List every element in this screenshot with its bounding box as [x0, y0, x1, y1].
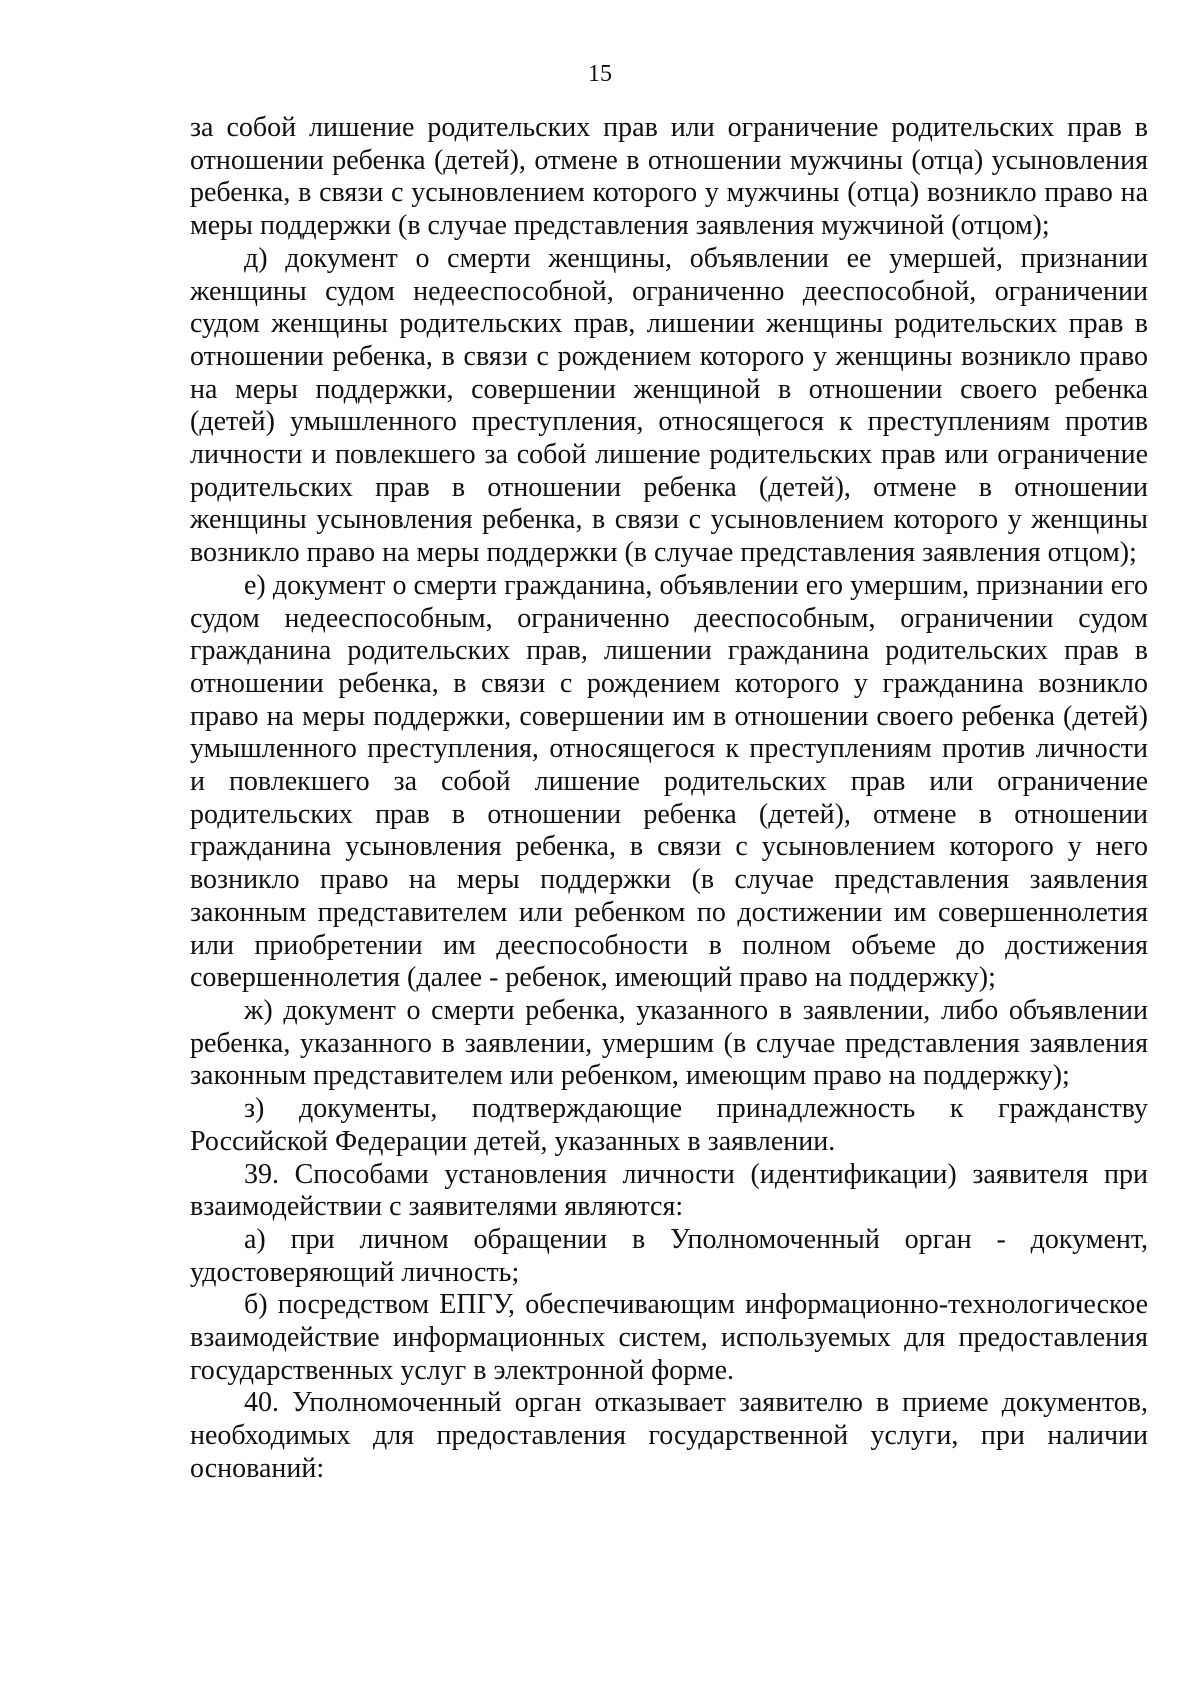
paragraph-39: 39. Способами установления личности (идентификации) заявителя при взаимодействии с заявителями являются: — [190, 1158, 1148, 1223]
paragraph-39-b: б) посредством ЕПГУ, обеспечивающим информационно-технологическое взаимодействие информационных систем, используемых для предоставления государственных услуг в электронной форме. — [190, 1289, 1148, 1386]
paragraph-item-e: е) документ о смерти гражданина, объявлении его умершим, признании его судом недееспособным, ограниченно дееспособным, ограничении судом гражданина родительских прав, лишении гражданина родительских прав в отношении ребенка, в связи с рождением которого у гражданина возникло право на меры поддержки, совершении им в отношении своего ребенка (детей) умышленного преступления, относящегося к преступлениям против личности и повлекшего за собой лишение родительских прав или ограничение родительских прав в отношении ребенка (детей), отмене в отношении гражданина усыновления ребенка, в связи с усыновлением которого у него возникло право на меры поддержки (в случае представления заявления законным представителем или ребенком по достижении им совершеннолетия или приобретении им дееспособности в полном объеме до достижения совершеннолетия (далее - ребенок, имеющий право на поддержку); — [190, 569, 1148, 994]
paragraph-40: 40. Уполномоченный орган отказывает заявителю в приеме документов, необходимых для предоставления государственной услуги, при наличии оснований: — [190, 1387, 1148, 1484]
document-body — [190, 112, 1148, 1486]
page-number: 15 — [588, 61, 612, 87]
paragraph-item-z: з) документы, подтверждающие принадлежность к гражданству Российской Федерации детей, указанных в заявлении. — [190, 1093, 1148, 1157]
paragraph-item-d: д) документ о смерти женщины, объявлении ее умершей, признании женщины судом недееспособной, ограниченно дееспособной, ограничении судом женщины родительских прав, лишении женщины родительских прав в отношении ребенка, в связи с рождением которого у женщины возникло право на меры поддержки, совершении женщиной в отношении своего ребенка (детей) умышленного преступления, относящегося к преступлениям против личности и повлекшего за собой лишение родительских прав или ограничение родительских прав в отношении ребенка (детей), отмене в отношении женщины усыновления ребенка, в связи с усыновлением которого у женщины возникло право на меры поддержки (в случае представления заявления отцом); — [190, 242, 1148, 569]
paragraph-item-zh: ж) документ о смерти ребенка, указанного в заявлении, либо объявлении ребенка, указанного в заявлении, умершим (в случае представления заявления законным представителем или ребенком, имеющим право на поддержку); — [190, 994, 1148, 1092]
paragraph-39-a: а) при личном обращении в Уполномоченный орган - документ, удостоверяющий личность; — [190, 1223, 1148, 1288]
paragraph-continuation: за собой лишение родительских прав или ограничение родительских прав в отношении ребенка (детей), отмене в отношении мужчины (отца) усыновления ребенка, в связи с усыновлением которого у мужчины (отца) возникло право на меры поддержки (в случае представления заявления мужчиной (отцом); — [190, 112, 1148, 242]
